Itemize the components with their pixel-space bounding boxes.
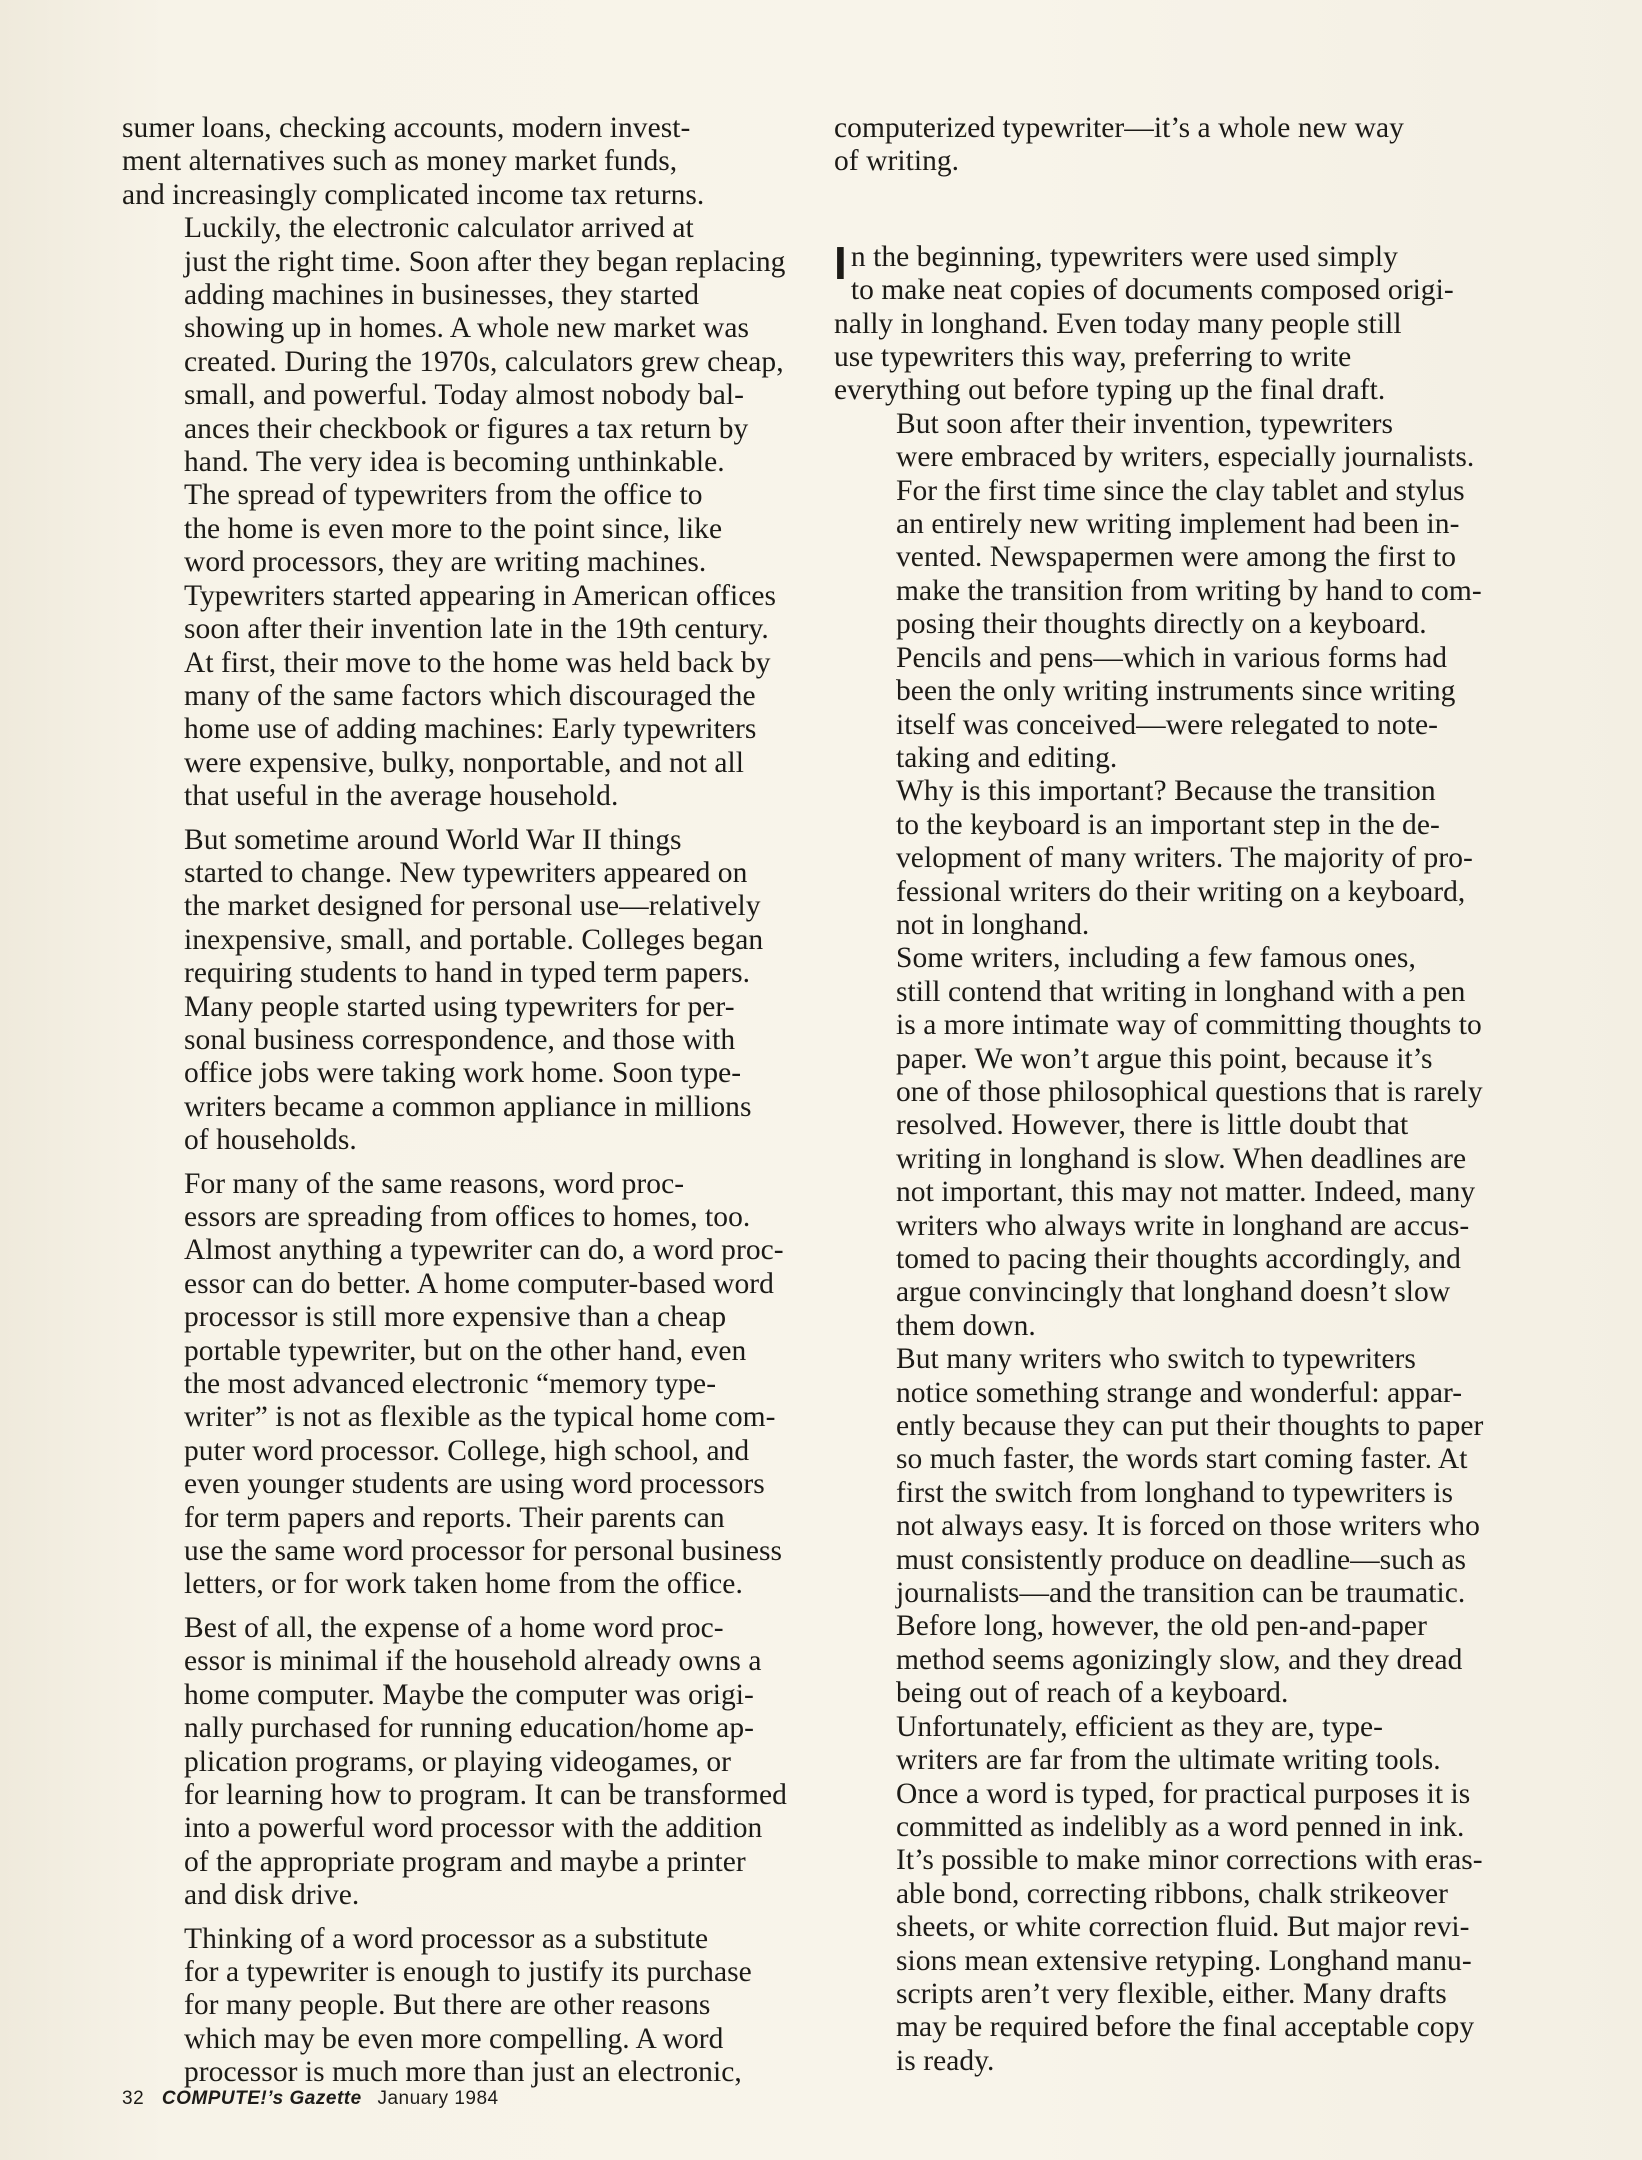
text-line: portable typewriter, but on the other hand, even bbox=[184, 1334, 747, 1367]
text-line: first the switch from longhand to typewriters is bbox=[896, 1476, 1454, 1509]
text-line: Some writers, including a few famous ones, bbox=[896, 942, 1416, 975]
text-line: requiring students to hand in typed term papers. bbox=[184, 957, 751, 990]
text-line: not always easy. It is forced on those writers who bbox=[896, 1510, 1480, 1543]
text-line: them down. bbox=[896, 1309, 1036, 1342]
text-line: Thinking of a word processor as a substitute bbox=[184, 1922, 709, 1955]
text-line: office jobs were taking work home. Soon type- bbox=[184, 1057, 742, 1090]
drop-cap: I bbox=[834, 236, 847, 289]
text-line: adding machines in businesses, they started bbox=[184, 279, 700, 312]
text-line: processor is much more than just an electronic, bbox=[184, 2056, 742, 2089]
magazine-name: COMPUTE!’s Gazette bbox=[161, 2088, 362, 2109]
text-line: Why is this important? Because the transition bbox=[896, 775, 1436, 808]
text-line: the market designed for personal use—relatively bbox=[184, 890, 761, 923]
text-line: nally purchased for running education/home ap- bbox=[184, 1712, 754, 1745]
text-line: resolved. However, there is little doubt that bbox=[896, 1109, 1409, 1142]
text-line: able bond, correcting ribbons, chalk strikeover bbox=[896, 1877, 1449, 1910]
paragraph bbox=[122, 1168, 812, 1602]
page-footer bbox=[122, 2088, 499, 2110]
text-line: showing up in homes. A whole new market was bbox=[184, 312, 750, 345]
text-line: even younger students are using word processors bbox=[184, 1468, 765, 1501]
text-line: At first, their move to the home was held back by bbox=[184, 646, 771, 679]
text-line: were embraced by writers, especially journalists. bbox=[896, 441, 1475, 474]
text-line: taking and editing. bbox=[896, 741, 1118, 774]
text-line: is ready. bbox=[896, 2044, 995, 2077]
text-line: an entirely new writing implement had been in- bbox=[896, 508, 1460, 541]
left-column bbox=[122, 112, 812, 2090]
text-line: the most advanced electronic “memory type- bbox=[184, 1368, 717, 1401]
text-line: But soon after their invention, typewriters bbox=[896, 407, 1393, 440]
text-line: But sometime around World War II things bbox=[184, 823, 682, 856]
text-line: into a powerful word processor with the addition bbox=[184, 1812, 763, 1845]
text-line: everything out before typing up the final draft. bbox=[834, 374, 1386, 407]
text-line: created. During the 1970s, calculators grew cheap, bbox=[184, 345, 784, 378]
text-line: that useful in the average household. bbox=[184, 780, 619, 813]
text-line: essors are spreading from offices to homes, too. bbox=[184, 1201, 751, 1233]
text-line: plication programs, or playing videogames, or bbox=[184, 1745, 732, 1778]
text-line: writers who always write in longhand are accus- bbox=[896, 1209, 1470, 1242]
text-line: Once a word is typed, for practical purposes it is bbox=[896, 1777, 1471, 1810]
text-line: may be required before the final acceptable copy bbox=[896, 2011, 1475, 2044]
text-line: been the only writing instruments since writing bbox=[896, 675, 1456, 708]
text-line: writer” is not as flexible as the typical home com- bbox=[184, 1401, 776, 1434]
paragraph bbox=[122, 824, 812, 1158]
text-line: vented. Newspapermen were among the first to bbox=[896, 541, 1457, 574]
text-line: of the appropriate program and maybe a printer bbox=[184, 1845, 746, 1878]
text-line: velopment of many writers. The majority of pro- bbox=[896, 842, 1473, 875]
text-line: fessional writers do their writing on a keyboard, bbox=[896, 875, 1466, 908]
text-line: and increasingly complicated income tax returns. bbox=[122, 178, 705, 211]
text-line: sheets, or white correction fluid. But major revi- bbox=[896, 1911, 1470, 1944]
paragraph bbox=[122, 1612, 812, 1913]
text-line: itself was conceived—were relegated to note- bbox=[896, 708, 1438, 741]
text-line: ently because they can put their thoughts to paper bbox=[896, 1410, 1484, 1443]
text-line: But many writers who switch to typewriters bbox=[896, 1343, 1416, 1376]
text-line: word processors, they are writing machines. bbox=[184, 546, 707, 579]
text-line: The spread of typewriters from the office to bbox=[184, 479, 703, 512]
text-line: for term papers and reports. Their parents can bbox=[184, 1501, 725, 1534]
text-line: of writing. bbox=[834, 145, 960, 178]
paragraph bbox=[834, 112, 1524, 179]
text-line: use the same word processor for personal business bbox=[184, 1535, 783, 1568]
paragraph bbox=[122, 112, 812, 212]
text-line: Many people started using typewriters for per- bbox=[184, 990, 735, 1023]
paragraph bbox=[122, 212, 812, 479]
paragraph bbox=[122, 1923, 812, 2090]
text-line: letters, or for work taken home from the office. bbox=[184, 1568, 743, 1601]
paragraph bbox=[834, 408, 1524, 775]
text-line: computerized typewriter—it’s a whole new way bbox=[834, 112, 1404, 144]
text-line: scripts aren’t very flexible, either. Many drafts bbox=[896, 1977, 1447, 2010]
text-line: method seems agonizingly slow, and they dread bbox=[896, 1643, 1463, 1676]
text-line: not in longhand. bbox=[896, 908, 1090, 941]
text-line: Typewriters started appearing in American offices bbox=[184, 579, 777, 612]
text-line: essor is minimal if the household already owns a bbox=[184, 1645, 762, 1678]
text-line: started to change. New typewriters appeared on bbox=[184, 856, 748, 889]
text-line: many of the same factors which discouraged the bbox=[184, 679, 756, 712]
text-line: make the transition from writing by hand to com- bbox=[896, 574, 1482, 607]
text-line: sions mean extensive retyping. Longhand manu- bbox=[896, 1944, 1472, 1977]
text-line: for learning how to program. It can be transformed bbox=[184, 1778, 787, 1811]
right-column bbox=[834, 112, 1524, 2078]
paragraph bbox=[834, 1343, 1524, 1710]
text-line: tomed to pacing their thoughts accordingly, and bbox=[896, 1243, 1461, 1275]
text-line: home use of adding machines: Early typewriters bbox=[184, 713, 757, 746]
text-line: writers became a common appliance in millions bbox=[184, 1090, 752, 1123]
text-line: Best of all, the expense of a home word proc- bbox=[184, 1611, 724, 1644]
text-line: which may be even more compelling. A word bbox=[184, 2022, 724, 2055]
paragraph bbox=[834, 942, 1524, 1343]
text-line: notice something strange and wonderful: appar- bbox=[896, 1376, 1463, 1409]
text-line: sumer loans, checking accounts, modern invest- bbox=[122, 112, 691, 144]
text-line: For many of the same reasons, word proc- bbox=[184, 1167, 685, 1200]
text-line: Almost anything a typewriter can do, a word proc- bbox=[184, 1234, 784, 1267]
text-line: were expensive, bulky, nonportable, and not all bbox=[184, 746, 744, 779]
paragraph bbox=[122, 479, 812, 813]
text-line: is a more intimate way of committing thoughts to bbox=[896, 1009, 1482, 1042]
text-line: Pencils and pens—which in various forms had bbox=[896, 641, 1448, 674]
text-line: being out of reach of a keyboard. bbox=[896, 1677, 1289, 1710]
text-line: of households. bbox=[184, 1124, 357, 1157]
text-line: home computer. Maybe the computer was origi- bbox=[184, 1678, 754, 1711]
text-line: not important, this may not matter. Indeed, many bbox=[896, 1176, 1476, 1209]
paragraph bbox=[834, 1711, 1524, 2078]
text-line: paper. We won’t argue this point, because it’s bbox=[896, 1042, 1433, 1075]
text-line: ment alternatives such as money market funds, bbox=[122, 145, 678, 178]
text-line: nally in longhand. Even today many people still bbox=[834, 307, 1402, 340]
text-line: must consistently produce on deadline—such as bbox=[896, 1543, 1467, 1576]
text-line: ances their checkbook or figures a tax return by bbox=[184, 412, 749, 445]
text-line: processor is still more expensive than a cheap bbox=[184, 1301, 727, 1334]
text-line: writing in longhand is slow. When deadlines are bbox=[896, 1142, 1467, 1175]
text-line: soon after their invention late in the 19th century. bbox=[184, 613, 769, 646]
text-line: for many people. But there are other reasons bbox=[184, 1989, 711, 2022]
text-line: posing their thoughts directly on a keyboard. bbox=[896, 608, 1427, 641]
text-line: sonal business correspondence, and those with bbox=[184, 1023, 736, 1056]
text-line: essor can do better. A home computer-based word bbox=[184, 1267, 774, 1300]
text-line: inexpensive, small, and portable. Colleges began bbox=[184, 923, 764, 956]
paragraph-lines bbox=[834, 274, 1524, 408]
text-line: committed as indelibly as a word penned in ink. bbox=[896, 1810, 1465, 1843]
text-line: and disk drive. bbox=[184, 1879, 360, 1912]
text-line: It’s possible to make minor corrections with eras- bbox=[896, 1844, 1483, 1877]
text-line: small, and powerful. Today almost nobody bal- bbox=[184, 379, 745, 412]
text-line: Unfortunately, efficient as they are, type- bbox=[896, 1710, 1384, 1743]
text-line: journalists—and the transition can be traumatic. bbox=[896, 1577, 1466, 1610]
text-line: puter word processor. College, high school, and bbox=[184, 1434, 750, 1467]
text-line: just the right time. Soon after they began replacing bbox=[184, 245, 786, 278]
text-line: Before long, however, the old pen-and-paper bbox=[896, 1610, 1427, 1643]
text-line: so much faster, the words start coming faster. At bbox=[896, 1443, 1468, 1476]
text-line: to make neat copies of documents composed origi- bbox=[850, 274, 1454, 307]
text-line: argue convincingly that longhand doesn’t slow bbox=[896, 1276, 1451, 1309]
text-line: writers are far from the ultimate writing tools. bbox=[896, 1744, 1441, 1777]
text-line: to the keyboard is an important step in the de- bbox=[896, 808, 1440, 841]
text-line: use typewriters this way, preferring to write bbox=[834, 341, 1352, 374]
text-line: the home is even more to the point since, like bbox=[184, 512, 723, 545]
section-opening-paragraph bbox=[834, 236, 1524, 408]
text-line: for a typewriter is enough to justify its purchase bbox=[184, 1955, 752, 1988]
issue-date: January 1984 bbox=[377, 2088, 499, 2109]
text-line: For the first time since the clay tablet and stylus bbox=[896, 474, 1465, 507]
text-line: still contend that writing in longhand with a pen bbox=[896, 975, 1466, 1008]
text-line: Luckily, the electronic calculator arrived at bbox=[184, 212, 694, 245]
text-line: one of those philosophical questions that is rarely bbox=[896, 1075, 1483, 1108]
paragraph bbox=[834, 775, 1524, 942]
text-line: hand. The very idea is becoming unthinkable. bbox=[184, 446, 725, 479]
page-number: 32 bbox=[122, 2088, 145, 2109]
text-line: n the beginning, typewriters were used simply bbox=[850, 240, 1398, 273]
